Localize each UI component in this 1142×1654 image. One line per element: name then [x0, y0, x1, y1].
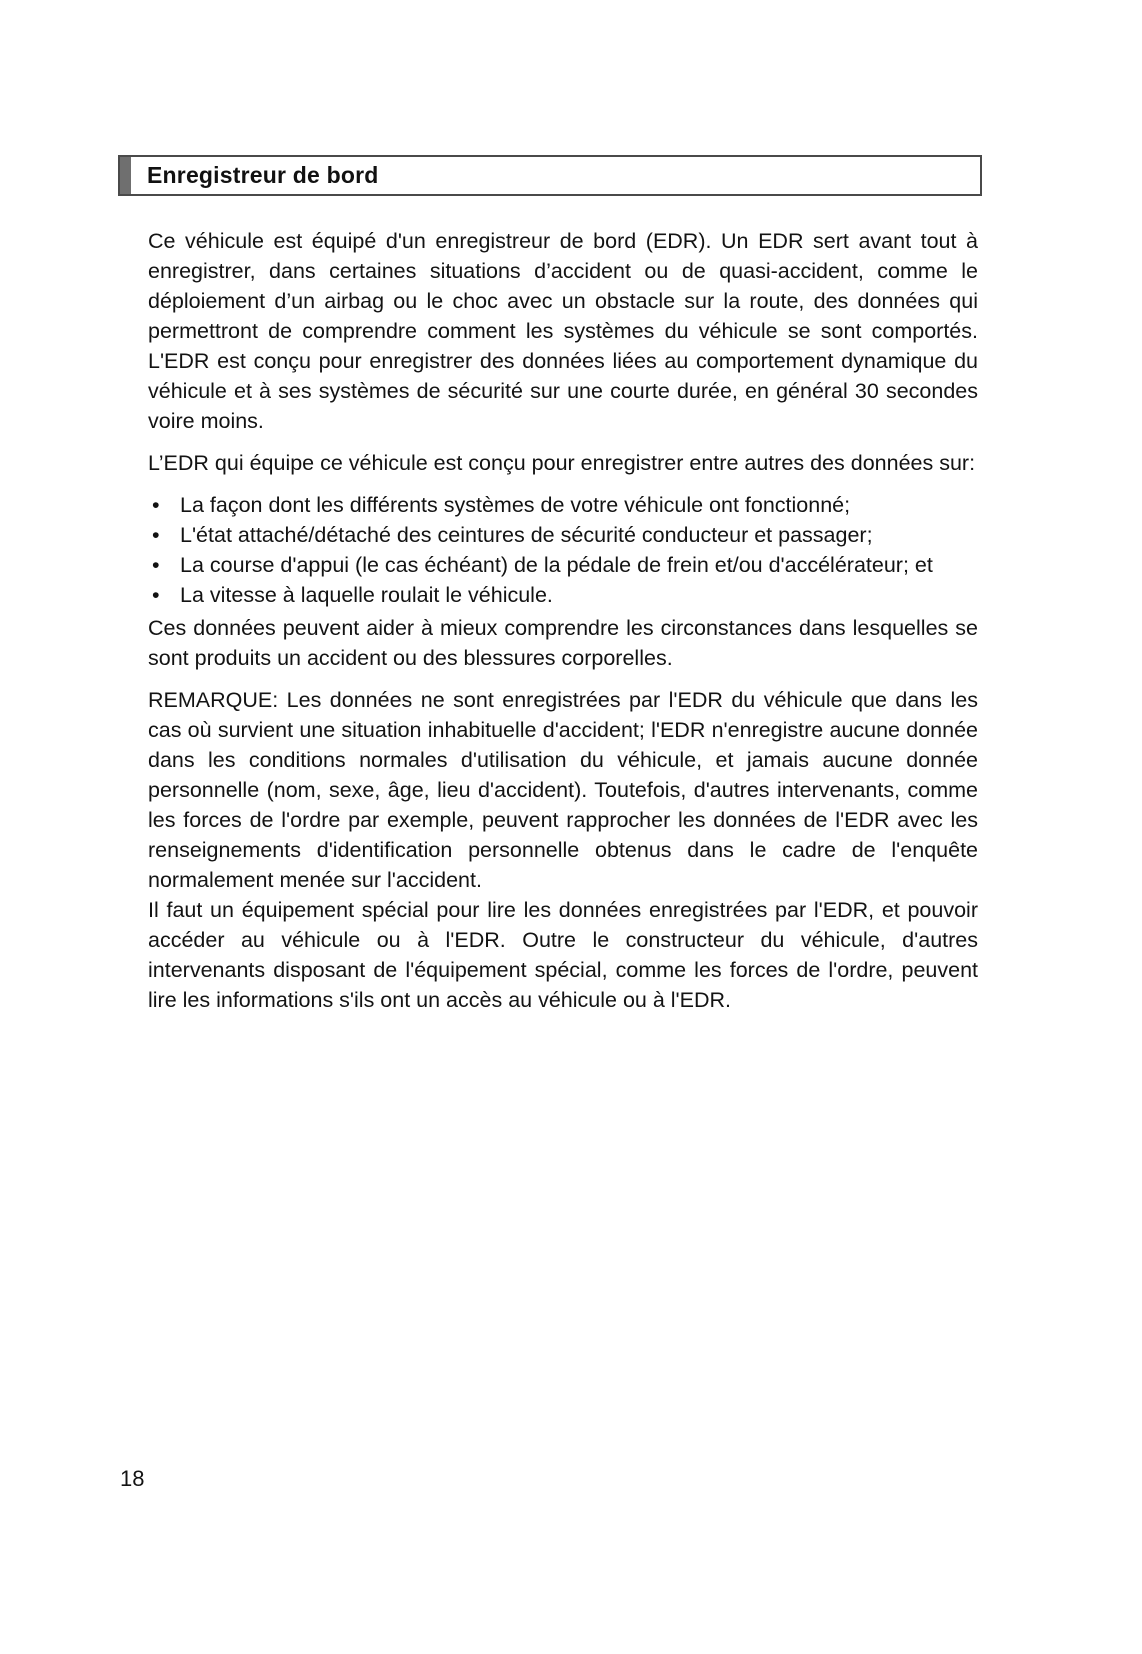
list-item: [148, 520, 978, 550]
page-number: 18: [120, 1466, 145, 1491]
list-item: [148, 580, 978, 610]
paragraph-remark: REMARQUE: Les données ne sont enregistrées par l'EDR du véhicule que dans les cas où survient une situation inhabituelle d'accident; l'EDR n'enregistre aucune donnée dans les conditions normales d'utilisation du véhicule, et jamais aucune donnée personnelle (nom, sexe, âge, lieu d'accident). Toutefois, d'autres intervenants, comme les forces de l'ordre par exemple, peuvent rapprocher les données de l'EDR avec les renseignements d'identification personnelle obtenus dans le cadre de l'enquête normalement menée sur l'accident.: [148, 688, 978, 892]
paragraph-intro: Ce véhicule est équipé d'un enregistreur de bord (EDR). Un EDR sert avant tout à enregistrer, dans certaines situations d’accident ou de quasi-accident, comme le déploiement d’un airbag ou le choc avec un obstacle sur la route, des données qui permettront de comprendre comment les systèmes du véhicule se sont comportés. L'EDR est conçu pour enregistrer des données liées au comportement dynamique du véhicule et à ses systèmes de sécurité sur une courte durée, en général 30 secondes voire moins.: [148, 229, 978, 433]
bullet-icon: •: [152, 493, 160, 517]
bullet-text: L'état attaché/détaché des ceintures de sécurité conducteur et passager;: [180, 523, 873, 547]
header-accent-bar: [120, 157, 131, 194]
section-header: [118, 155, 982, 196]
bullet-text: La façon dont les différents systèmes de votre véhicule ont fonctionné;: [180, 493, 851, 517]
list-item: [148, 490, 978, 520]
paragraph-equipment: Il faut un équipement spécial pour lire les données enregistrées par l'EDR, et pouvoir accéder au véhicule ou à l'EDR. Outre le constructeur du véhicule, d'autres intervenants disposant de l'équipement spécial, comme les forces de l'ordre, peuvent lire les informations s'ils ont un accès au véhicule ou à l'EDR.: [148, 898, 978, 1012]
document-page: [118, 155, 982, 1015]
bullet-icon: •: [152, 523, 160, 547]
bullet-icon: •: [152, 553, 160, 577]
section-title: Enregistreur de bord: [147, 162, 379, 188]
bullet-icon: •: [152, 583, 160, 607]
paragraph-edr-records: L’EDR qui équipe ce véhicule est conçu pour enregistrer entre autres des données sur:: [148, 451, 976, 475]
bullet-list: [148, 490, 978, 610]
body-text: [118, 226, 982, 1015]
bullet-text: La course d'appui (le cas échéant) de la pédale de frein et/ou d'accélérateur; et: [180, 553, 933, 577]
paragraph-circumstances: Ces données peuvent aider à mieux comprendre les circonstances dans lesquelles se sont produits un accident ou des blessures corporelles.: [148, 616, 978, 670]
bullet-text: La vitesse à laquelle roulait le véhicule.: [180, 583, 553, 607]
list-item: [148, 550, 978, 580]
